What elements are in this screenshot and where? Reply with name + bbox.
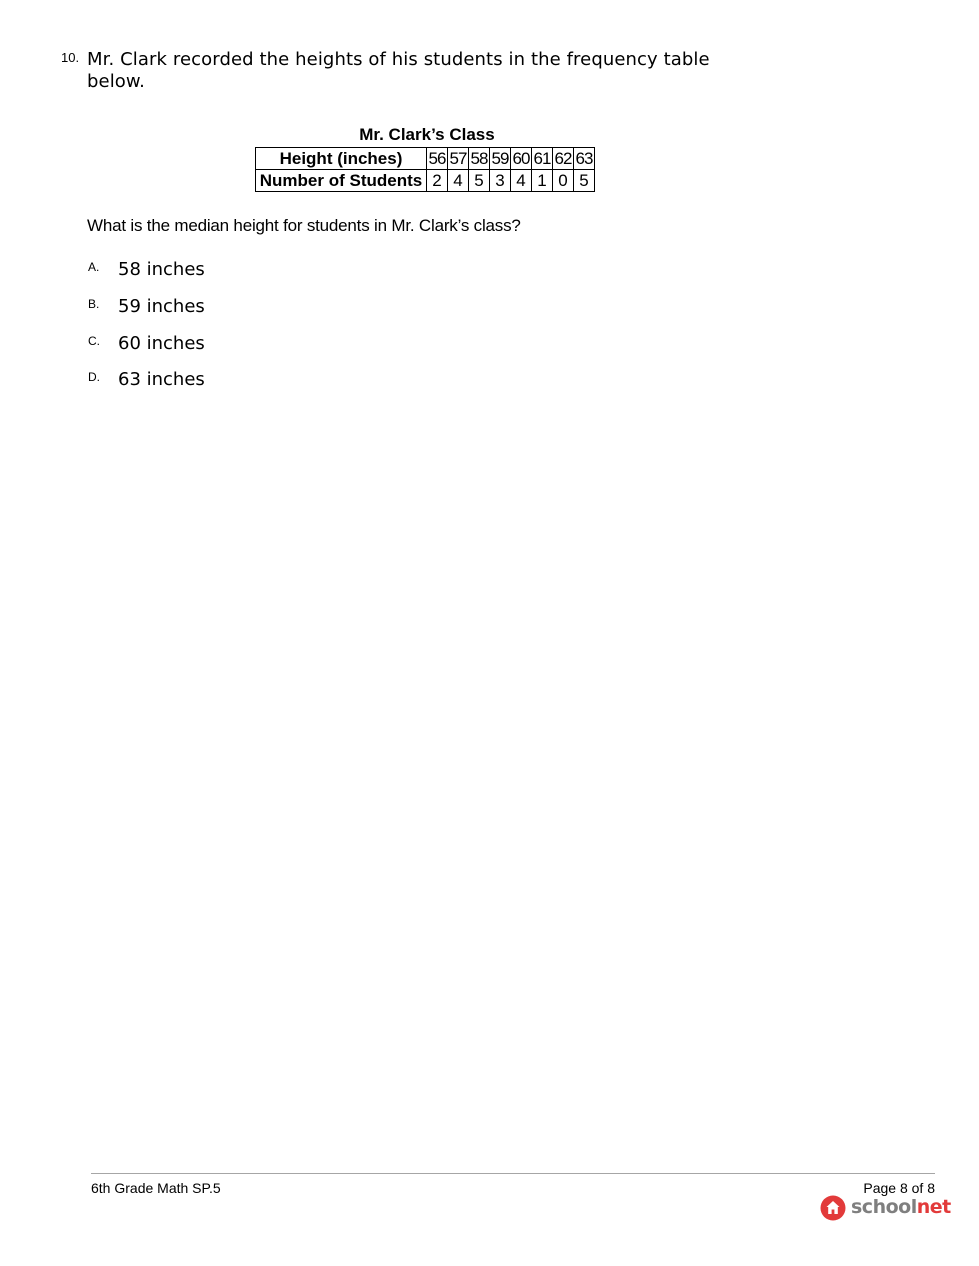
question-number: 10. <box>61 50 80 65</box>
choice-text: 60 inches <box>118 333 205 354</box>
height-cell: 60 <box>511 148 532 170</box>
height-cell: 57 <box>448 148 469 170</box>
height-cell: 62 <box>553 148 574 170</box>
question-stem: Mr. Clark recorded the heights of his students in the frequency table below. <box>87 49 710 92</box>
count-cell: 2 <box>427 170 448 192</box>
choice-text: 63 inches <box>118 369 205 390</box>
row-header-height: Height (inches) <box>256 148 427 170</box>
height-cell: 56 <box>427 148 448 170</box>
choice-text: 58 inches <box>118 259 205 280</box>
schoolnet-logo <box>820 1194 951 1222</box>
question-prompt: What is the median height for students in Mr. Clark’s class? <box>87 216 521 235</box>
logo-text-net: net <box>916 1196 951 1218</box>
house-icon <box>820 1195 846 1221</box>
count-cell: 4 <box>511 170 532 192</box>
count-cell: 0 <box>553 170 574 192</box>
table-row-counts <box>256 170 595 192</box>
choice-letter: A. <box>88 260 100 274</box>
height-cell: 58 <box>469 148 490 170</box>
footer-page-number: Page 8 of 8 <box>863 1180 935 1196</box>
footer-divider <box>91 1173 935 1174</box>
choice-letter: C. <box>88 334 100 348</box>
count-cell: 1 <box>532 170 553 192</box>
height-cell: 63 <box>574 148 595 170</box>
count-cell: 3 <box>490 170 511 192</box>
height-cell: 61 <box>532 148 553 170</box>
count-cell: 5 <box>469 170 490 192</box>
count-cell: 5 <box>574 170 595 192</box>
choice-letter: B. <box>88 297 100 311</box>
table-title: Mr. Clark’s Class <box>359 125 495 144</box>
choice-text: 59 inches <box>118 296 205 317</box>
height-cell: 59 <box>490 148 511 170</box>
row-header-count: Number of Students <box>256 170 427 192</box>
count-cell: 4 <box>448 170 469 192</box>
frequency-table <box>255 147 595 192</box>
table-row-heights <box>256 148 595 170</box>
choice-letter: D. <box>88 370 100 384</box>
logo-text-school: school <box>851 1196 917 1218</box>
footer-course-label: 6th Grade Math SP.5 <box>91 1180 221 1196</box>
logo-wordmark <box>851 1194 951 1220</box>
